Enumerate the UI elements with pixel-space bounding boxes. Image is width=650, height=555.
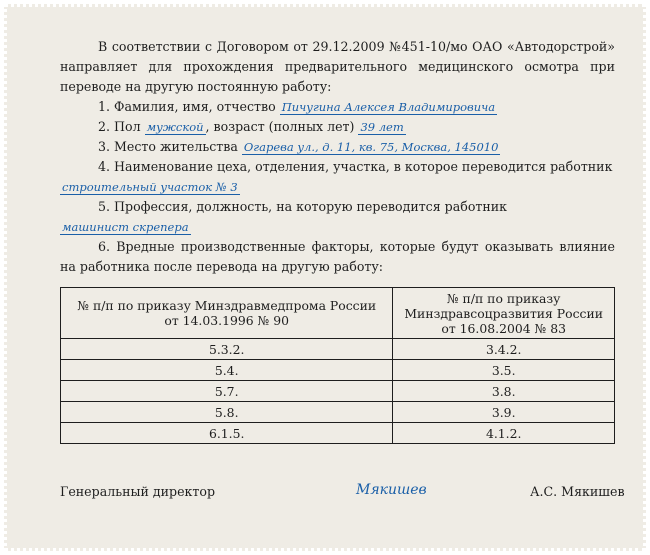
item-age-label: , возраст (полных лет): [205, 119, 355, 134]
item-full-name: [60, 97, 615, 117]
signatory-title: Генеральный директор: [60, 484, 216, 499]
table-row: [61, 423, 615, 444]
intro-paragraph: В соответствии с Договором от 29.12.2009 №451-10/мо ОАО «Автодорстрой» направляет для прохождения предварительного медицинского осмотра при переводе на другую постоянную работу:: [60, 39, 615, 94]
item-sex-age: [60, 117, 615, 137]
table-header-col1: № п/п по приказу Минздравмедпрома России от 14.03.1996 № 90: [61, 288, 393, 339]
item-residence: [60, 137, 615, 157]
table-row: [61, 381, 615, 402]
item-sex-value: мужской: [146, 120, 204, 134]
item-position-label: 5. Профессия, должность, на которую переводится работник: [98, 199, 508, 214]
table-cell: 5.7.: [61, 381, 393, 402]
table-header-col2: № п/п по приказу Минздравсоцразвития России от 16.08.2004 № 83: [393, 288, 615, 339]
item-sex-label: 2. Пол: [98, 119, 141, 134]
hazard-factors-table: [60, 287, 615, 444]
handwritten-signature: Мякишев: [356, 482, 427, 498]
item-hazards-label: 6. Вредные производственные факторы, которые будут оказывать влияние на работника после перевода на другую работу:: [60, 239, 615, 274]
table-cell: 6.1.5.: [61, 423, 393, 444]
table-row: [61, 402, 615, 423]
table-header-row: [61, 288, 615, 339]
item-department-label: 4. Наименование цеха, отделения, участка, в которое переводится работник: [98, 159, 613, 174]
item-age-value: 39 лет: [360, 120, 404, 134]
table-cell: 5.8.: [61, 402, 393, 423]
table-row: [61, 339, 615, 360]
item-department-value: строительный участок № 3: [62, 180, 238, 194]
item-position: [60, 217, 615, 237]
table-cell: 3.5.: [393, 360, 615, 381]
signatory-name: А.С. Мякишев: [530, 484, 625, 499]
table-cell: 4.1.2.: [393, 423, 615, 444]
table-cell: 3.4.2.: [393, 339, 615, 360]
table-row: [61, 360, 615, 381]
table-cell: 5.4.: [61, 360, 393, 381]
item-department: [60, 177, 615, 197]
item-full-name-value: Пичугина Алексея Владимировича: [281, 100, 496, 114]
item-residence-label: 3. Место жительства: [98, 139, 238, 154]
table-cell: 5.3.2.: [61, 339, 393, 360]
item-full-name-label: 1. Фамилия, имя, отчество: [98, 99, 276, 114]
item-position-value: машинист скрепера: [62, 220, 189, 234]
table-cell: 3.8.: [393, 381, 615, 402]
item-residence-value: Огарева ул., д. 11, кв. 75, Москва, 145010: [243, 140, 499, 154]
document-body: [60, 37, 615, 277]
table-cell: 3.9.: [393, 402, 615, 423]
